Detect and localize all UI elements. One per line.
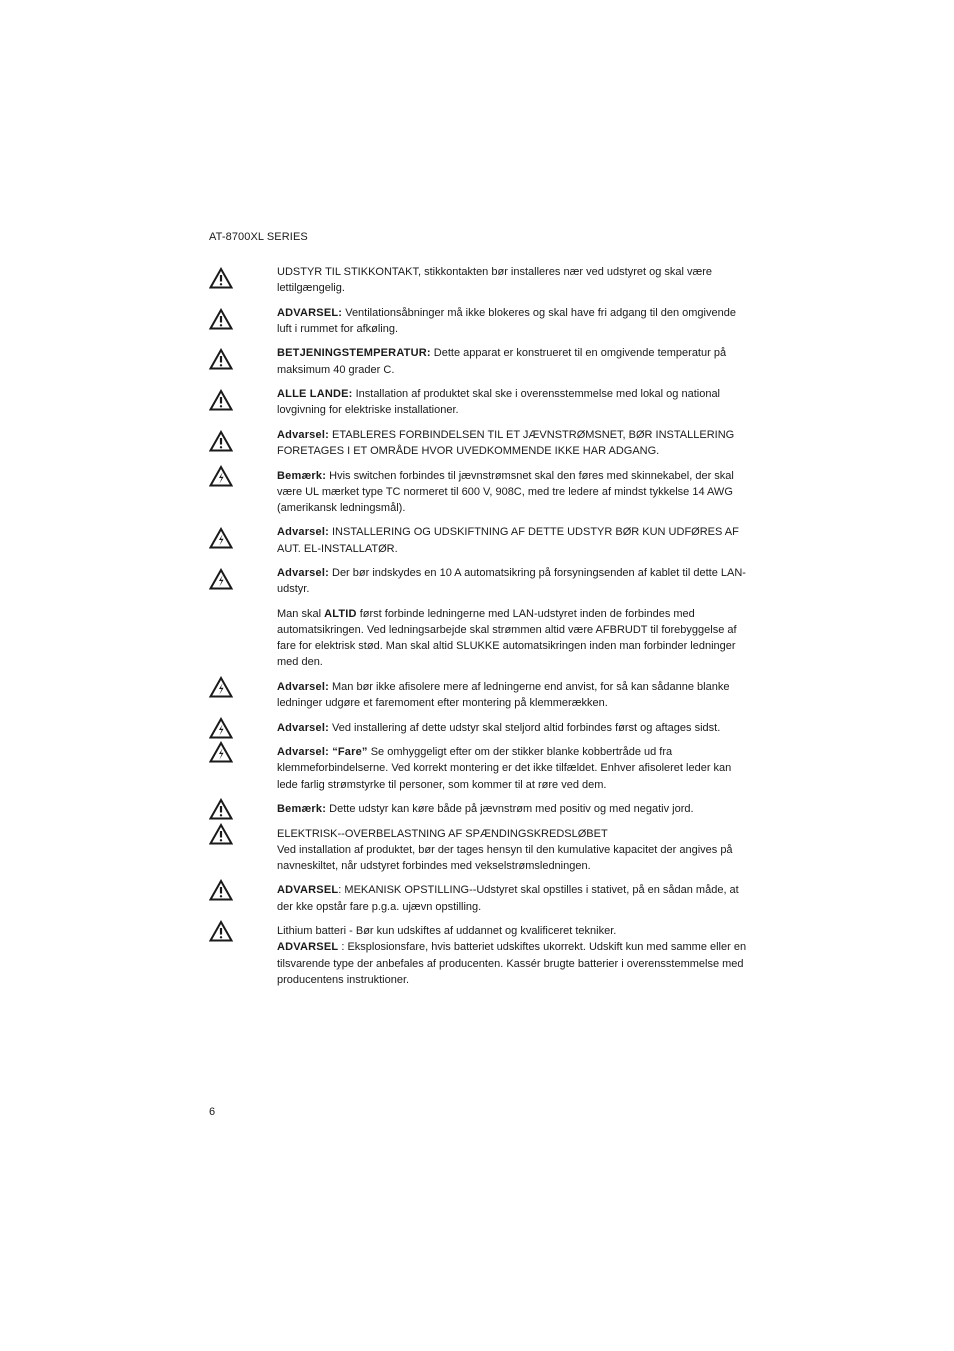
notice-text: Advarsel: Ved installering af dette udstyr skal steljord altid forbindes først og aftages sidst.	[277, 721, 721, 734]
notice-earth-first	[207, 720, 747, 736]
warning-triangle-icon	[209, 798, 233, 820]
notice-text: Bemærk: Dette udstyr kan køre både på jævnstrøm med positiv og med negativ jord.	[277, 803, 694, 816]
notice-all-countries	[207, 386, 747, 418]
notice-always-connect-first	[207, 606, 747, 671]
notice-positive-negative-ground	[207, 801, 747, 817]
notice-authorised-installer	[207, 524, 747, 556]
page-number: 6	[209, 1106, 216, 1118]
running-header: AT-8700XL SERIES	[209, 231, 308, 243]
notice-dc-network	[207, 427, 747, 459]
electrical-hazard-icon	[209, 676, 233, 698]
warning-triangle-icon	[209, 879, 233, 901]
electrical-hazard-icon	[209, 741, 233, 763]
notice-text: ADVARSEL: MEKANISK OPSTILLING--Udstyret skal opstilles i stativet, på en sådan måde, at der kke opstår fare p.g.a. ujævn opstilling.	[277, 884, 739, 913]
notice-mechanical-loading	[207, 882, 747, 914]
warning-triangle-icon	[209, 308, 233, 330]
notice-text: Advarsel: Der bør indskydes en 10 A automatsikring på forsyningsenden af kablet til dette LAN-udstyr.	[277, 567, 746, 596]
electrical-hazard-icon	[209, 527, 233, 549]
notice-dc-cable	[207, 468, 747, 517]
notice-socket-outlet	[207, 264, 747, 296]
notice-text: Advarsel: ETABLERES FORBINDELSEN TIL ET JÆVNSTRØMSNET, BØR INSTALLERING FORETAGES I ET OMRÅDE HVOR UVEDKOMMENDE IKKE HAR ADGANG.	[277, 428, 735, 458]
notice-text: BETJENINGSTEMPERATUR: Dette apparat er konstrueret til en omgivende temperatur på maksimum 40 grader C.	[277, 347, 727, 376]
electrical-hazard-icon	[209, 465, 233, 487]
notice-text: Advarsel: Man bør ikke afisolere mere af ledningerne end anvist, for så kan sådanne blanke ledninger udgøre et faremoment efter montering på klemmerækken.	[277, 680, 730, 710]
notice-text: ELEKTRISK--OVERBELASTNING AF SPÆNDINGSKREDSLØBET Ved installation af produktet, bør der tages hensyn til den kumulative kapacitet der angives på navneskiltet, når udstyret forbindes med vekselstrømsledningen.	[277, 827, 733, 872]
notice-text: Lithium batteri - Bør kun udskiftes af uddannet og kvalificeret tekniker. ADVARSEL : Eksplosionsfare, hvis batteriet udskiftes ukorrekt. Udskift kun med samme eller en tilsvarende type der anbefales af producenten. Kassér brugte batterier i overensstemmelse med producentens instruktioner.	[277, 925, 747, 986]
warning-triangle-icon	[209, 267, 233, 289]
electrical-hazard-icon	[209, 717, 233, 739]
notice-text: ALLE LANDE: Installation af produktet skal ske i overensstemmelse med lokal og national lovgivning for elektriske installationer.	[277, 388, 720, 417]
notice-ventilation	[207, 305, 747, 337]
warning-triangle-icon	[209, 920, 233, 942]
notice-circuit-breaker	[207, 565, 747, 597]
warning-triangle-icon	[209, 348, 233, 370]
notice-operating-temperature	[207, 345, 747, 377]
warning-triangle-icon	[209, 823, 233, 845]
electrical-hazard-icon	[209, 568, 233, 590]
notice-text: Advarsel: INSTALLERING OG UDSKIFTNING AF DETTE UDSTYR BØR KUN UDFØRES AF AUT. EL-INSTALLATØR.	[277, 526, 739, 555]
safety-notices	[207, 264, 747, 996]
notice-text: UDSTYR TIL STIKKONTAKT, stikkontakten bør installeres nær ved udstyret og skal være lettilgængelig.	[277, 266, 713, 295]
notice-circuit-overload	[207, 826, 747, 875]
notice-text: Advarsel: “Fare” Se omhyggeligt efter om der stikker blanke kobbertråde ud fra klemmeforbindelserne. Ved korrekt montering er det ikke tilfældet. Enhver afisoleret leder kan lede farlig strømstyrke til personer, som kommer til at røre ved dem.	[277, 746, 732, 791]
notice-stripping	[207, 679, 747, 711]
notice-text: ADVARSEL: Ventilationsåbninger må ikke blokeres og skal have fri adgang til den omgivende luft i rummet for afkøling.	[277, 306, 736, 335]
warning-triangle-icon	[209, 430, 233, 452]
notice-text: Man skal ALTID først forbinde ledningerne med LAN-udstyret inden de forbindes med automatsikringen. Ved ledningsarbejde skal strømmen altid være AFBRUDT til forebyggelse af fare for elektrisk stød. Man skal altid SLUKKE automatsikringen inden man forbinder ledninger med den.	[277, 607, 737, 669]
warning-triangle-icon	[209, 389, 233, 411]
notice-text: Bemærk: Hvis switchen forbindes til jævnstrømsnet skal den føres med skinnekabel, der skal være UL mærket type TC normeret til 600 V, 908C, med tre ledere af mindst tykkelse 14 AWG (amerikansk ledningsmål).	[277, 469, 734, 514]
notice-danger-copper	[207, 744, 747, 793]
notice-lithium-battery	[207, 923, 747, 988]
